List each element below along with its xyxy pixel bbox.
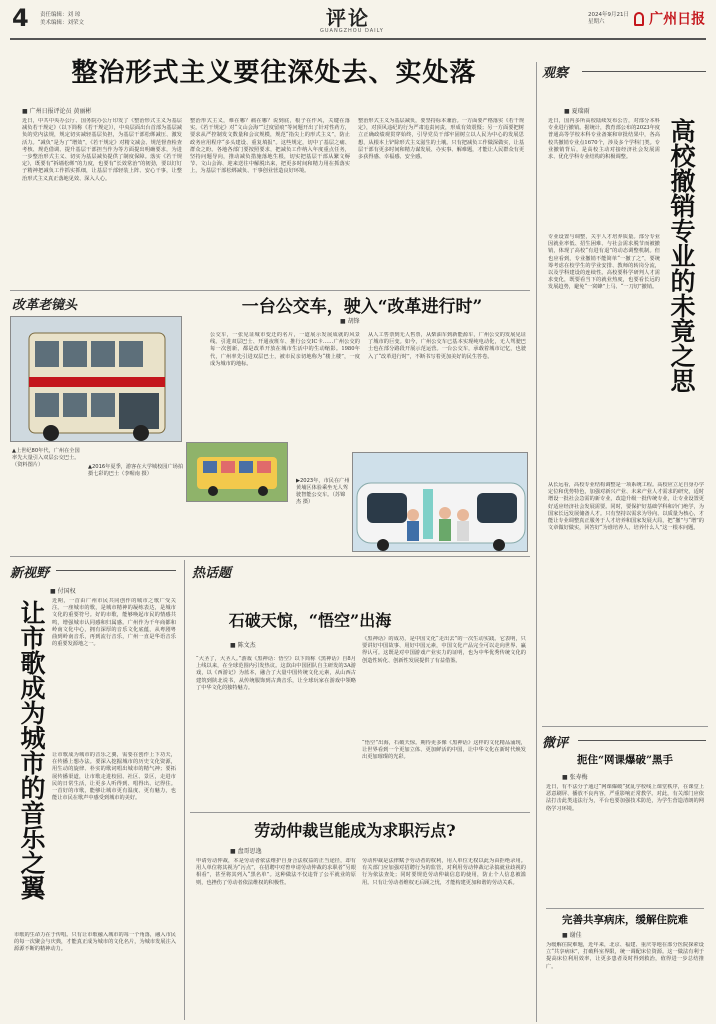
lead-article	[10, 44, 526, 288]
observe-column-rule	[582, 71, 706, 72]
editor-line-1: 责任编辑：刘 琼	[40, 12, 81, 18]
lead-body-col1: 近日，中共中央办公厅、国务院办公厅印发了《整治形式主义为基层减负若干规定》（以下简称《若干规定》），中央层面出台首部为基层减负的党内法规，规定切实减轻基层负担，为基层干部松绑减压、激发活力。“减负”是为了“增效”，《若干规定》对精文减会、规范督查检查考核、规范借调、提升基层干部担当作为等方面提出明确要求，为进一步整治形式主义、切实为基层减负提供了制度保障。落实《若干规定》，既要有“拆墙松绑”的力度，也要有“长效常治”的韧劲，要以钉钉子精神把减负工作抓实抓细，让基层干部轻装上阵、安心干事，让整治形式主义真正落地见效、深入人心。	[22, 118, 182, 182]
caption-driverless: ▶2023年，市民在广州黄埔区体验乘坐无人驾驶智能公交车。（苏锦杰 摄）	[296, 478, 350, 505]
wukong-title: 石破天惊，“悟空”出海	[228, 611, 392, 630]
driverless-bus-photo	[352, 452, 528, 552]
lead-title: 整治形式主义要往深处去、实处落	[71, 58, 477, 88]
observe-body-bottom: 从长远看，高校专业结构调整是一项系统工程。高校应立足自身办学定位和优势特色，加强对新兴产业、未来产业人才需求的研究，适时增设一批社会急需的新专业，改造升级一批传统专业，让专业设置更好适应经济社会发展需要。同时，要保护好基础学科和冷门绝学，为国家长远发展储备人才。只有坚持以需求为导向、以质量为核心，才能让专业调整真正服务于人才培养和国家发展大局，把“撤”与“增”的文章做好做实，回答好“为谁培养人、培养什么人”这一根本问题。	[548, 482, 704, 532]
double-decker-bus-photo	[10, 316, 182, 442]
reform-top-rule	[10, 290, 530, 291]
labor-body-col2: 劳动仲裁是法律赋予劳动者的权利，用人单位无权以此为由拒绝录用。有关部门应加强对招聘行为的监管，对利用劳动仲裁记录搞就业歧视的行为依法查处；同时要规范劳动仲裁信息的使用，防止个人信息被滥用。只有让劳动者维权无后顾之忧，才能构建更加和谐的劳动关系。	[362, 858, 526, 886]
labor-article	[190, 814, 530, 1020]
micro-body-2: 为缓解住院难题，近年来，北京、福建、重庆等地在部分医院探索设立“共享病床”，打破科室界限，统一调配床位资源。这一做法有利于提高床位利用效率，让更多患者及时得到救治，值得进一步总结推广。	[546, 942, 704, 970]
painted-bus-photo	[186, 442, 288, 502]
labor-body-col1: 申请劳动仲裁，本是劳动者依法维护自身合法权益的正当途径，却有用人单位将其视为“污点”，在招聘中对曾申请劳动仲裁的求职者“另眼相看”，甚至将其列入“黑名单”。这种做法不仅违背了公平就业的原则，也挫伤了劳动者依法维权的积极性。	[196, 858, 356, 886]
observe-article	[542, 62, 708, 722]
wukong-byline: ■ 陈文杰	[230, 642, 256, 649]
reform-body-col1: 公交车，一张见证城市变迁的名片，一道展示发展成就的风景线。引进双层巴士、开通夜班车、推行公交IC卡……广州公交的每一次创新，都是改革开放在城市生活中的生动缩影。1980年代，广州率先引进双层巴士，被市民亲切地称为“楼上楼”，一度成为城市的地标。	[210, 332, 360, 367]
wukong-body-col3: “悟空”出海，石破天惊。期待更多像《黑神话》这样的文化精品涌现，让世界看到一个更加立体、更加鲜活的中国，让中华文化在新时代焕发出更加璀璨的光彩。	[362, 740, 526, 761]
wukong-column-head: 热话题	[192, 566, 232, 581]
newview-divider	[184, 560, 185, 1020]
newview-body-mid: 让市歌成为城市的音乐之翼，需要在创作上下功夫，在传播上想办法。要深入挖掘城市的历史文化资源，用生动的旋律、朴实的歌词唱出城市的精气神；要拓展传播渠道，让市歌走进校园、社区、景区，走进市民的日常生活，让更多人听得到、唱得出、记得住。一首好的市歌，能够让城市更有温度、更有魅力，也能让市民在歌声中感受到城市的美好。	[52, 752, 176, 802]
micro-section	[542, 728, 708, 1020]
newview-body-top: 近期，一首由广州市民共同创作的城市之歌广受关注。一座城市的歌，是城市精神的凝练表达，是城市文化的重要符号。好的市歌，能够唤起市民的情感共鸣，增强城市认同感和归属感。广州作为千年商都和岭南文化中心，拥有深厚的音乐文化底蕴，从粤剧粤曲到岭南音乐，再到流行音乐，广州一直是华语音乐的重要发源地之一。	[52, 598, 176, 648]
page-number: 4	[12, 4, 29, 32]
reform-body-col2: 从人工售票到无人售票，从柴油车到新能源车，广州公交的发展见证了城市的巨变。如今，广州公交车已基本实现纯电动化，无人驾驶巴士也在部分路段开展示范运营。一台公交车，承载着城市记忆，也驶入了“改革进行时”，不断书写着更加美好的民生答卷。	[368, 332, 526, 360]
reform-title: 一台公交车，驶入“改革进行时”	[241, 297, 483, 317]
micro-byline-1: ■ 张寿梅	[562, 774, 588, 781]
newview-column-rule	[56, 570, 176, 571]
micro-top-rule	[542, 726, 708, 727]
masthead-emblem-icon	[634, 12, 644, 26]
lead-byline: ■ 广州日报评论员 黄丽彬	[22, 108, 92, 115]
micro-title-2: 完善共享病床，缓解住院难	[562, 914, 688, 926]
masthead-text: 广州日报	[649, 11, 706, 28]
wukong-article	[190, 560, 530, 812]
newview-title: 让市歌成为城市的音乐之翼	[17, 600, 46, 900]
newview-article	[10, 560, 180, 1020]
observe-body-mid: 专业设置与调整，关乎人才培养质量。部分专业因就业率低、招生困难、与社会需求脱节而被撤销，体现了高校“有进有退”的动态调整机制。但也应看到，专业撤销不能简单“一撤了之”，要统筹考虑在校学生的学业安排、教师的转岗分流，以及学科建设的连续性。高校要科学研判人才需求变化，既要看当下的就业热度，也要看长远的发展趋势，避免“一窝蜂”上马、“一刀切”撤销。	[548, 234, 660, 291]
micro-column-rule	[578, 740, 706, 741]
reform-column-head: 改革老镜头	[12, 298, 78, 313]
section-title: 评论	[326, 6, 370, 30]
reform-byline: ■ 胡锋	[340, 318, 360, 325]
observe-column-head: 观察	[542, 66, 569, 81]
wukong-body-col2: 《黑神话》的成功，是中国文化“走出去”的一次生动实践。它表明，只要讲好中国故事、用好中国元素，中国文化产品完全可以走向世界、赢得认可。这既是对中国游戏产业实力的证明，也为中华优秀传统文化的创造性转化、创新性发展提供了有益借鉴。	[362, 636, 526, 664]
micro-column-head: 微评	[542, 736, 569, 751]
column-divider	[536, 62, 537, 1022]
observe-byline: ■ 夏瑞雨	[564, 108, 590, 115]
newview-column-head: 新视野	[10, 566, 50, 581]
editor-line-2: 美术编辑：刘荣文	[40, 20, 85, 26]
issue-date: 2024年9月21日 星期六	[588, 12, 629, 25]
lead-body-col2: 整治形式主义，难在哪？痛在哪？说到底，根子在作风，关键在落实。《若干规定》对“文山会海”“过度留痕”等问题开出了针对性药方，要求从严控制发文数量和会议规模，规范“指尖上的形式主义”，防止政务应用程序“多头建设、重复填报”。这些规定，切中了基层之痛、群众之盼。各地各部门要按照要求，把减负工作纳入年度重点任务，坚持问题导向，推动减负措施落地生根，切实把基层干部从繁文缛节、文山会海、迎来送往中解脱出来，把更多时间和精力用在抓落实上，为基层干部松绑减负、干事创业营造良好环境。	[190, 118, 350, 175]
labor-title: 劳动仲裁岂能成为求职污点?	[254, 821, 456, 840]
newview-byline: ■ 付国权	[50, 588, 76, 595]
lead-body-col3: 整治形式主义为基层减负，要坚持标本兼治。一方面要严格落实《若干规定》，对顶风违纪的行为严肃追责问责，形成有效震慑；另一方面要把树立正确政绩观贯穿始终，引导党员干部牢固树立以人民为中心的发展思想，从根本上铲除形式主义滋生的土壤。只有把减负工作做深做实，让基层干部有更多时间和精力谋发展、办实事、解难题，才能让人民群众有更多获得感、幸福感、安全感。	[358, 118, 524, 161]
labor-top-rule	[190, 812, 530, 813]
wukong-body-col1: “大圣了，大圣人。”游戏《黑神话：悟空》以下简称《黑神话》自8月上线以来，在全球范围内引发热议。这款由中国团队自主研发的3A游戏，以《西游记》为蓝本，融合了大量中国传统文化元素，从山西古建筑到陕北说书，从传统服饰到古典音乐，让全球玩家在游戏中领略了中华文化的独特魅力。	[196, 656, 356, 691]
micro-body-1: 近日，有不法分子通过“网课爆破”扰乱学校线上课堂秩序，在课堂上恶意刷屏、播放不良内容，严重影响正常教学。对此，有关部门应依法打击此类违法行为，平台也要加强技术防范，为学生营造清朗的网络学习环境。	[546, 784, 704, 812]
reform-article	[10, 292, 530, 554]
page-header	[0, 0, 716, 40]
caption-painted-bus: ▲2016年夏季，游客在大学城校园广场拍摄七彩的巴士（李喔南 摄）	[88, 464, 184, 477]
micro-title-1: 扼住“网课爆破”黑手	[576, 754, 674, 766]
masthead-logo	[634, 8, 705, 30]
newview-body-bottom: 市歌的生命力在于传唱。只有让市歌融入城市的每一个角落，融入市民的每一次聚会与庆典，才能真正成为城市的文化名片，为城市发展注入源源不断的精神动力。	[14, 932, 176, 953]
micro-mid-rule	[546, 908, 704, 909]
observe-body-top: 近日，国内多所高校陆续发布公告，对部分本科专业进行撤销。据统计，教育部公布的2023年度普通高等学校本科专业备案和审批结果中，各高校共撤销专业点1670个，涉及多个学科门类。专业撤销背后，是高校主动对接经济社会发展需求、优化学科专业结构的积极调整。	[548, 118, 660, 161]
header-rule	[10, 38, 706, 40]
newview-top-rule	[10, 556, 530, 557]
observe-title: 高校撤销专业的未竟之思	[667, 118, 696, 393]
labor-byline: ■ 盘哥思逸	[230, 848, 262, 855]
caption-double-decker: ▲上世纪80年代，广州在全国率先大量引入双层公交巴士。（资料图片）	[12, 448, 80, 468]
micro-byline-2: ■ 谢佳	[562, 932, 582, 939]
section-pinyin: GUANGZHOU DAILY	[320, 28, 384, 34]
